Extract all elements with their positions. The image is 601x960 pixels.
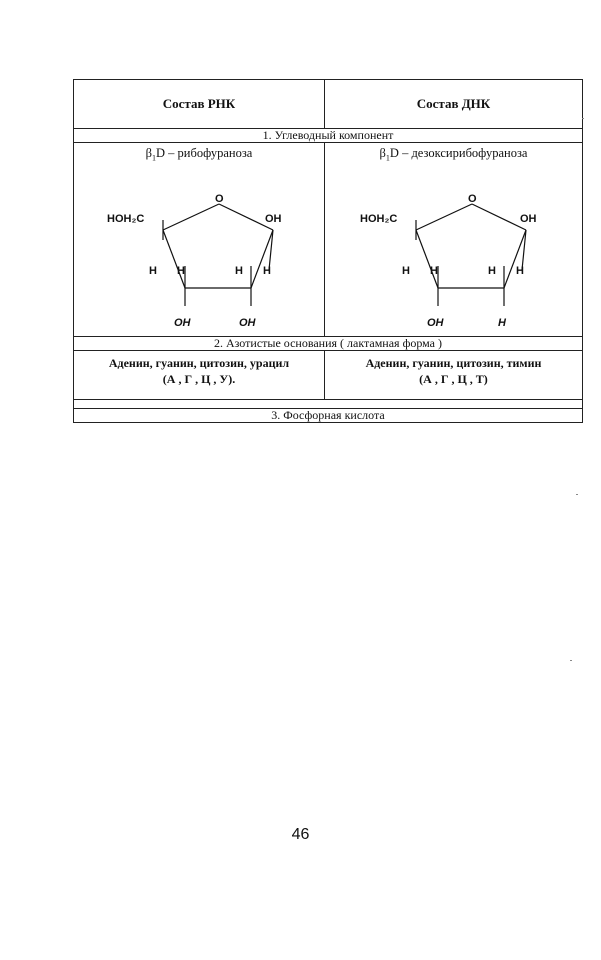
section-row-2 xyxy=(74,336,583,350)
section-row-3 xyxy=(74,408,583,422)
scan-speck xyxy=(582,118,584,119)
h-bottom-right-label: H xyxy=(497,316,506,329)
section-carbohydrate: 1. Углеводный компонент xyxy=(74,129,583,143)
h-right-label: H xyxy=(235,264,243,277)
h-left-label: H xyxy=(149,264,157,277)
section-phosphoric-acid: 3. Фосфорная кислота xyxy=(74,408,583,422)
dna-sugar-title: $\beta_1D$ – дезоксирибофураноза xyxy=(379,146,528,163)
dna-bases-cell xyxy=(325,350,583,399)
oh-top-label: OH xyxy=(519,212,536,225)
bases-row xyxy=(74,350,583,399)
deoxyribofuranose-structure xyxy=(334,166,574,336)
ring-oxygen-label: O xyxy=(467,192,477,205)
section-row-1 xyxy=(74,129,583,143)
rna-bases-cell xyxy=(74,350,325,399)
ribofuranose-structure xyxy=(79,166,319,336)
spacer-cell xyxy=(74,399,583,408)
oh-bottom-right-label: OH xyxy=(239,316,256,329)
hoh2c-label: HOH₂C xyxy=(107,212,145,225)
oh-bottom-left-label: OH xyxy=(426,316,443,329)
h-right2-label: H xyxy=(515,264,524,277)
dna-bases-line2: (А , Г , Ц , Т) xyxy=(419,371,488,386)
scan-speck xyxy=(576,494,578,495)
structure-row xyxy=(74,143,583,337)
oh-bottom-left-label: OH xyxy=(174,316,191,329)
rna-sugar-title: $\beta_1D$ – рибофураноза xyxy=(145,146,253,163)
rna-bases-line2: (А , Г , Ц , У). xyxy=(162,371,236,386)
h-right-label: H xyxy=(487,264,496,277)
rna-sugar-cell xyxy=(74,143,325,337)
dna-bases-line1: Аденин, гуанин, цитозин, тимин xyxy=(365,355,542,370)
section-nitrogen-bases: 2. Азотистые основания ( лактамная форма ) xyxy=(74,336,583,350)
hoh2c-label: HOH₂C xyxy=(359,212,397,225)
header-row xyxy=(74,80,583,129)
composition-table xyxy=(73,79,583,423)
rna-bases-line1: Аденин, гуанин, цитозин, урацил xyxy=(108,355,290,370)
h-left2-label: H xyxy=(429,264,438,277)
scan-speck xyxy=(570,660,572,661)
h-right2-label: H xyxy=(263,264,271,277)
header-rna: Состав РНК xyxy=(74,80,325,129)
oh-top-label: OH xyxy=(265,212,282,225)
spacer-row xyxy=(74,399,583,408)
h-left-label: H xyxy=(401,264,410,277)
h-left2-label: H xyxy=(177,264,185,277)
page-number: 46 xyxy=(291,826,310,843)
dna-sugar-cell xyxy=(325,143,583,337)
ring-oxygen-label: O xyxy=(215,192,224,205)
header-dna: Состав ДНК xyxy=(325,80,583,129)
